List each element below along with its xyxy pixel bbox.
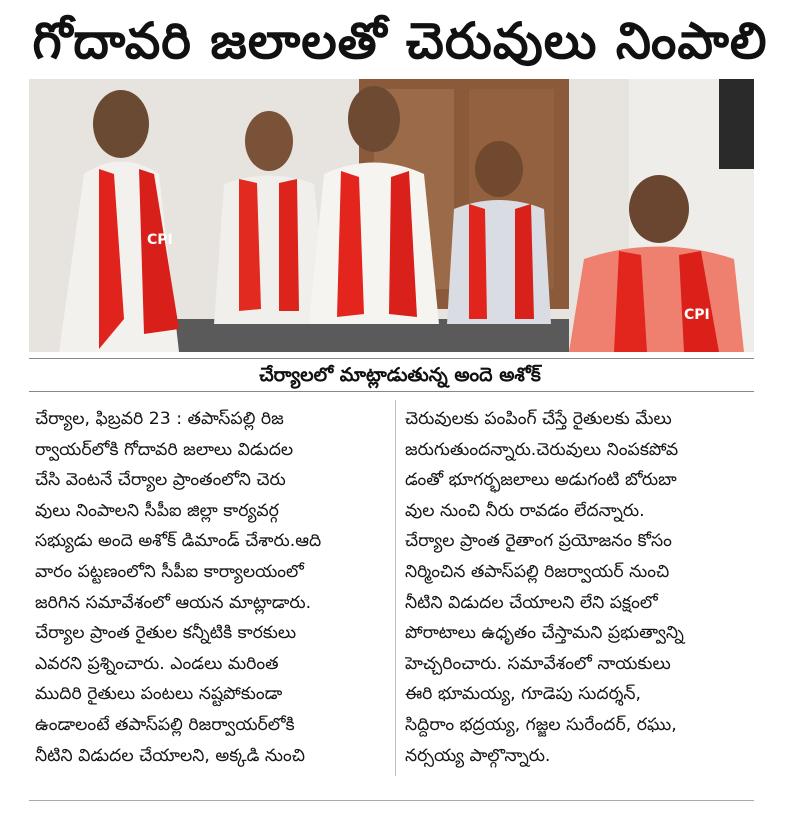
article-column-right xyxy=(405,404,753,771)
article-text-line: సిద్దిరాం భద్రయ్య, గజ్జల సురేందర్, రఘు, xyxy=(405,714,677,735)
caption-bottom-rule xyxy=(29,391,754,392)
article-text-line: ర్వాయర్‌లోకి గోదావరి జలాలు విడుదల xyxy=(35,439,294,460)
article-text-line: జరుగుతుందన్నారు.చెరువులు నింపకపోవ xyxy=(405,439,679,460)
article-text-line: జరిగిన సమావేశంలో ఆయన మాట్లాడారు. xyxy=(35,592,312,613)
banner-text: CPI xyxy=(147,232,173,248)
article-text-line: వుల నుంచి నీరు రావడం లేదన్నారు. xyxy=(405,500,645,521)
article-text-line: చేర్యాల, ఫిబ్రవరి 23 : తపాస్‌పల్లి రిజ xyxy=(35,409,284,429)
article-text-line: హెచ్చరించారు. సమావేశంలో నాయకులు xyxy=(405,653,671,674)
banner-text: CPI xyxy=(684,307,710,323)
news-photo xyxy=(29,79,754,352)
column-divider xyxy=(395,400,396,776)
article-text-line: చేర్యాల ప్రాంత రైతుల కన్నీటికి కారకులు xyxy=(35,623,297,644)
article-text-line: పోరాటాలు ఉధృతం చేస్తామని ప్రభుత్వాన్ని xyxy=(405,623,684,644)
article-text-line: సభ్యుడు అందె అశోక్ డిమాండ్ చేశారు.ఆది xyxy=(35,531,322,552)
article-headline: గోదావరి జలాలతో చెరువులు నింపాలి xyxy=(32,12,768,70)
article-text-line: చేర్యాల ప్రాంత రైతాంగ ప్రయోజనం కోసం xyxy=(405,531,672,552)
article-column-left xyxy=(35,404,383,771)
article-text-line: ముదిరి రైతులు పంటలు నష్టపోకుండా xyxy=(35,684,283,705)
article-bottom-rule xyxy=(29,800,754,801)
article-text-line: వారం పట్టణంలోని సీపీఐ కార్యాలయంలో xyxy=(35,561,304,582)
photo-caption: చేర్యాలలో మాట్లాడుతున్న అందె అశోక్ xyxy=(259,364,541,386)
article-text-line: ఉండాలంటే తపాస్‌పల్లి రిజర్వాయర్‌లోకి xyxy=(35,714,295,735)
article-text-line: వులు నింపాలని సీపీఐ జిల్లా కార్యవర్గ xyxy=(35,500,279,521)
article-text-line: చెరువులకు పంపింగ్ చేస్తే రైతులకు మేలు xyxy=(405,409,672,429)
article-text-line: నీటిని విడుదల చేయాలని, అక్కడి నుంచి xyxy=(35,745,305,766)
article-text-line: నీటిని విడుదల చేయాలని లేని పక్షంలో xyxy=(405,592,658,613)
photo-illustration xyxy=(29,79,754,352)
article-text-line: నర్సయ్య పాల్గొన్నారు. xyxy=(405,745,551,766)
article-text-line: ఈరి భూమయ్య, గూడెపు సుదర్శన్, xyxy=(405,684,642,705)
article-text-line: డంతో భూగర్భజలాలు అడుగంటి బోరుబా xyxy=(405,470,677,491)
article-text-line: ఎవరని ప్రశ్నించారు. ఎండలు మరింత xyxy=(35,653,279,674)
article-text-line: నిర్మించిన తపాస్‌పల్లి రిజర్వాయర్ నుంచి xyxy=(405,561,670,582)
article-text-line: చేసి వెంటనే చేర్యాల ప్రాంతంలోని చెరు xyxy=(35,470,286,491)
caption-top-rule xyxy=(29,358,754,359)
